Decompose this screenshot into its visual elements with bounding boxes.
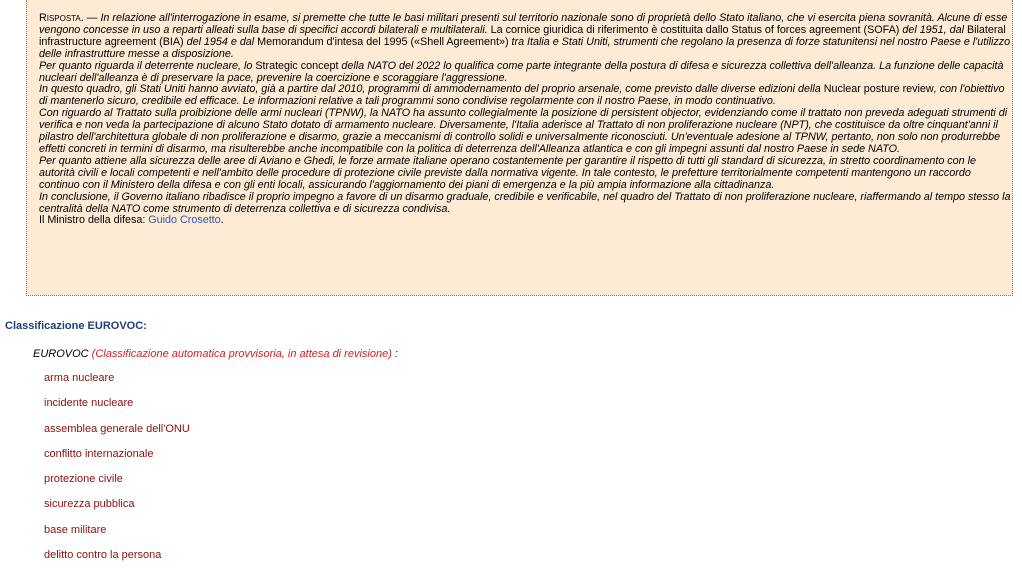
answer-box [26, 0, 1013, 296]
answer-label: Risposta. [39, 12, 84, 24]
eurovoc-term[interactable]: incidente nucleare [44, 397, 134, 410]
answer-paragraph-6: In conclusione, il Governo italiano ribadisce il proprio impegno a favore di un disarmo graduale, credibile e verificabile, nel quadro del Trattato di non proliferazione nucleare, riaffermando al tempo stesso la centralità della NATO come strumento di deterrenza collettiva e di sicurezza condivisa. [39, 190, 1011, 215]
answer-paragraph-5: Per quanto attiene alla sicurezza delle aree di Aviano e Ghedi, le forze armate italiane operano costantemente per garantire il rispetto di tutti gli standard di sicurezza, in stretto coordinamento con le autorità civili e locali competenti e nell'ambito delle procedure di protezione civile previste dalla normativa vigente. In tale contesto, le prefetture territorialmente competenti mantengono un raccordo continuo con il Ministero della difesa e con gli enti locali, assicurando l'aggiornamento dei piani di emergenza e la più ampia informazione alla cittadinanza. [39, 154, 976, 191]
answer-paragraph-3 [39, 84, 1012, 108]
answer-text: In questo quadro, gli Stati Uniti hanno avviato, già a partire dal 2010, programmi di ammodernamento del proprio arsenale, come previsto dalle diverse edizioni della [39, 83, 824, 96]
answer-text: della NATO del 2022 lo qualifica come parte integrante della postura di difesa e sicurezza collettiva dell'alleanza. La funzione delle capacità nucleari dell'alleanza è di preservare la pace, prevenire la coercizione e scoraggiare l'aggressione. [39, 59, 1004, 84]
eurovoc-term[interactable]: base militare [44, 523, 107, 536]
minister-label: Il Ministro della difesa: [39, 214, 149, 227]
answer-text: del 1951, dal [899, 23, 967, 36]
eurovoc-subheading [33, 348, 398, 360]
eurovoc-note: (Classificazione automatica provvisoria, in attesa di revisione) [88, 348, 392, 360]
answer-text: La cornice giuridica di riferimento è costituita dallo Status of forces agreement (SOFA) [490, 23, 900, 36]
answer-dash: — [83, 12, 101, 24]
answer-text: Memorandum d'intesa del 1995 («Shell Agreement») [257, 35, 509, 48]
minister-end: . [220, 214, 224, 227]
answer-text: Strategic concept [255, 59, 339, 72]
minister-signature [39, 215, 1012, 227]
minister-name-link[interactable]: Guido Crosetto [148, 214, 221, 227]
eurovoc-colon: : [391, 348, 398, 360]
eurovoc-term[interactable]: arma nucleare [44, 372, 115, 384]
answer-paragraph-4: Con riguardo al Trattato sulla proibizione delle armi nucleari (TPNW), la NATO ha assunto collegialmente la posizione di persistent objector, evidenziando come il trattato non preveda adeguati strumenti di verifica e non veda la partecipazione di alcuno Stato dotato di armamento nucleare. Diversamente, l'Italia aderisce al Trattato di non proliferazione nucleare (NPT), che costituisce da oltre cinquant'anni il pilastro dell'architettura globale di non proliferazione e disarmo, grazie a meccanismi di controllo solidi e universalmente riconosciuti. Un'eventuale adesione al TPNW, pertanto, non solo non produrrebbe effetti concreti in termini di disarmo, ma risulterebbe anche incompatibile con la politica di deterrenza dell'Alleanza atlantica e con gli impegni assunti dal nostro Paese in sede NATO. [39, 107, 1008, 155]
answer-text: del 1954 e dal [183, 35, 258, 48]
eurovoc-term[interactable]: delitto contro la persona [44, 549, 162, 562]
answer-text: Nuclear posture review [823, 83, 934, 96]
answer-paragraph-2 [39, 61, 1012, 85]
eurovoc-term[interactable]: protezione civile [44, 473, 123, 486]
eurovoc-label: EUROVOC [33, 348, 89, 360]
eurovoc-heading: Classificazione EUROVOC: [5, 320, 147, 332]
answer-paragraph-1 [39, 13, 1012, 61]
answer-text: tra Italia e Stati Uniti, strumenti che regolano la presenza di forze statunitensi nel nostro Paese e l'utilizzo delle infrastrutture messe a disposizione. [39, 35, 1011, 60]
eurovoc-term-list [44, 373, 190, 573]
answer-text: In relazione all'interrogazione in esame, si premette che tutte le basi militari presenti sul territorio nazionale sono di proprietà dello Stato italiano, che vi esercita piena sovranità. Alcune di esse vengono concesse in uso a reparti alleati sulla base di specifici accordi bilaterali e multilaterali. [39, 12, 1008, 36]
answer-text: , con l'obiettivo di mantenerlo sicuro, credibile ed efficace. Le informazioni relative a tali programmi sono condivise regolarmente con il nostro Paese, in modo continuativo. [39, 83, 1005, 108]
eurovoc-term[interactable]: sicurezza pubblica [44, 498, 135, 511]
answer-text: Bilateral infrastructure agreement (BIA) [39, 23, 1006, 48]
answer-text: Per quanto riguarda il deterrente nucleare, lo [39, 59, 256, 72]
eurovoc-term[interactable]: assemblea generale dell'ONU [44, 422, 190, 435]
eurovoc-term[interactable]: conflitto internazionale [44, 447, 154, 460]
